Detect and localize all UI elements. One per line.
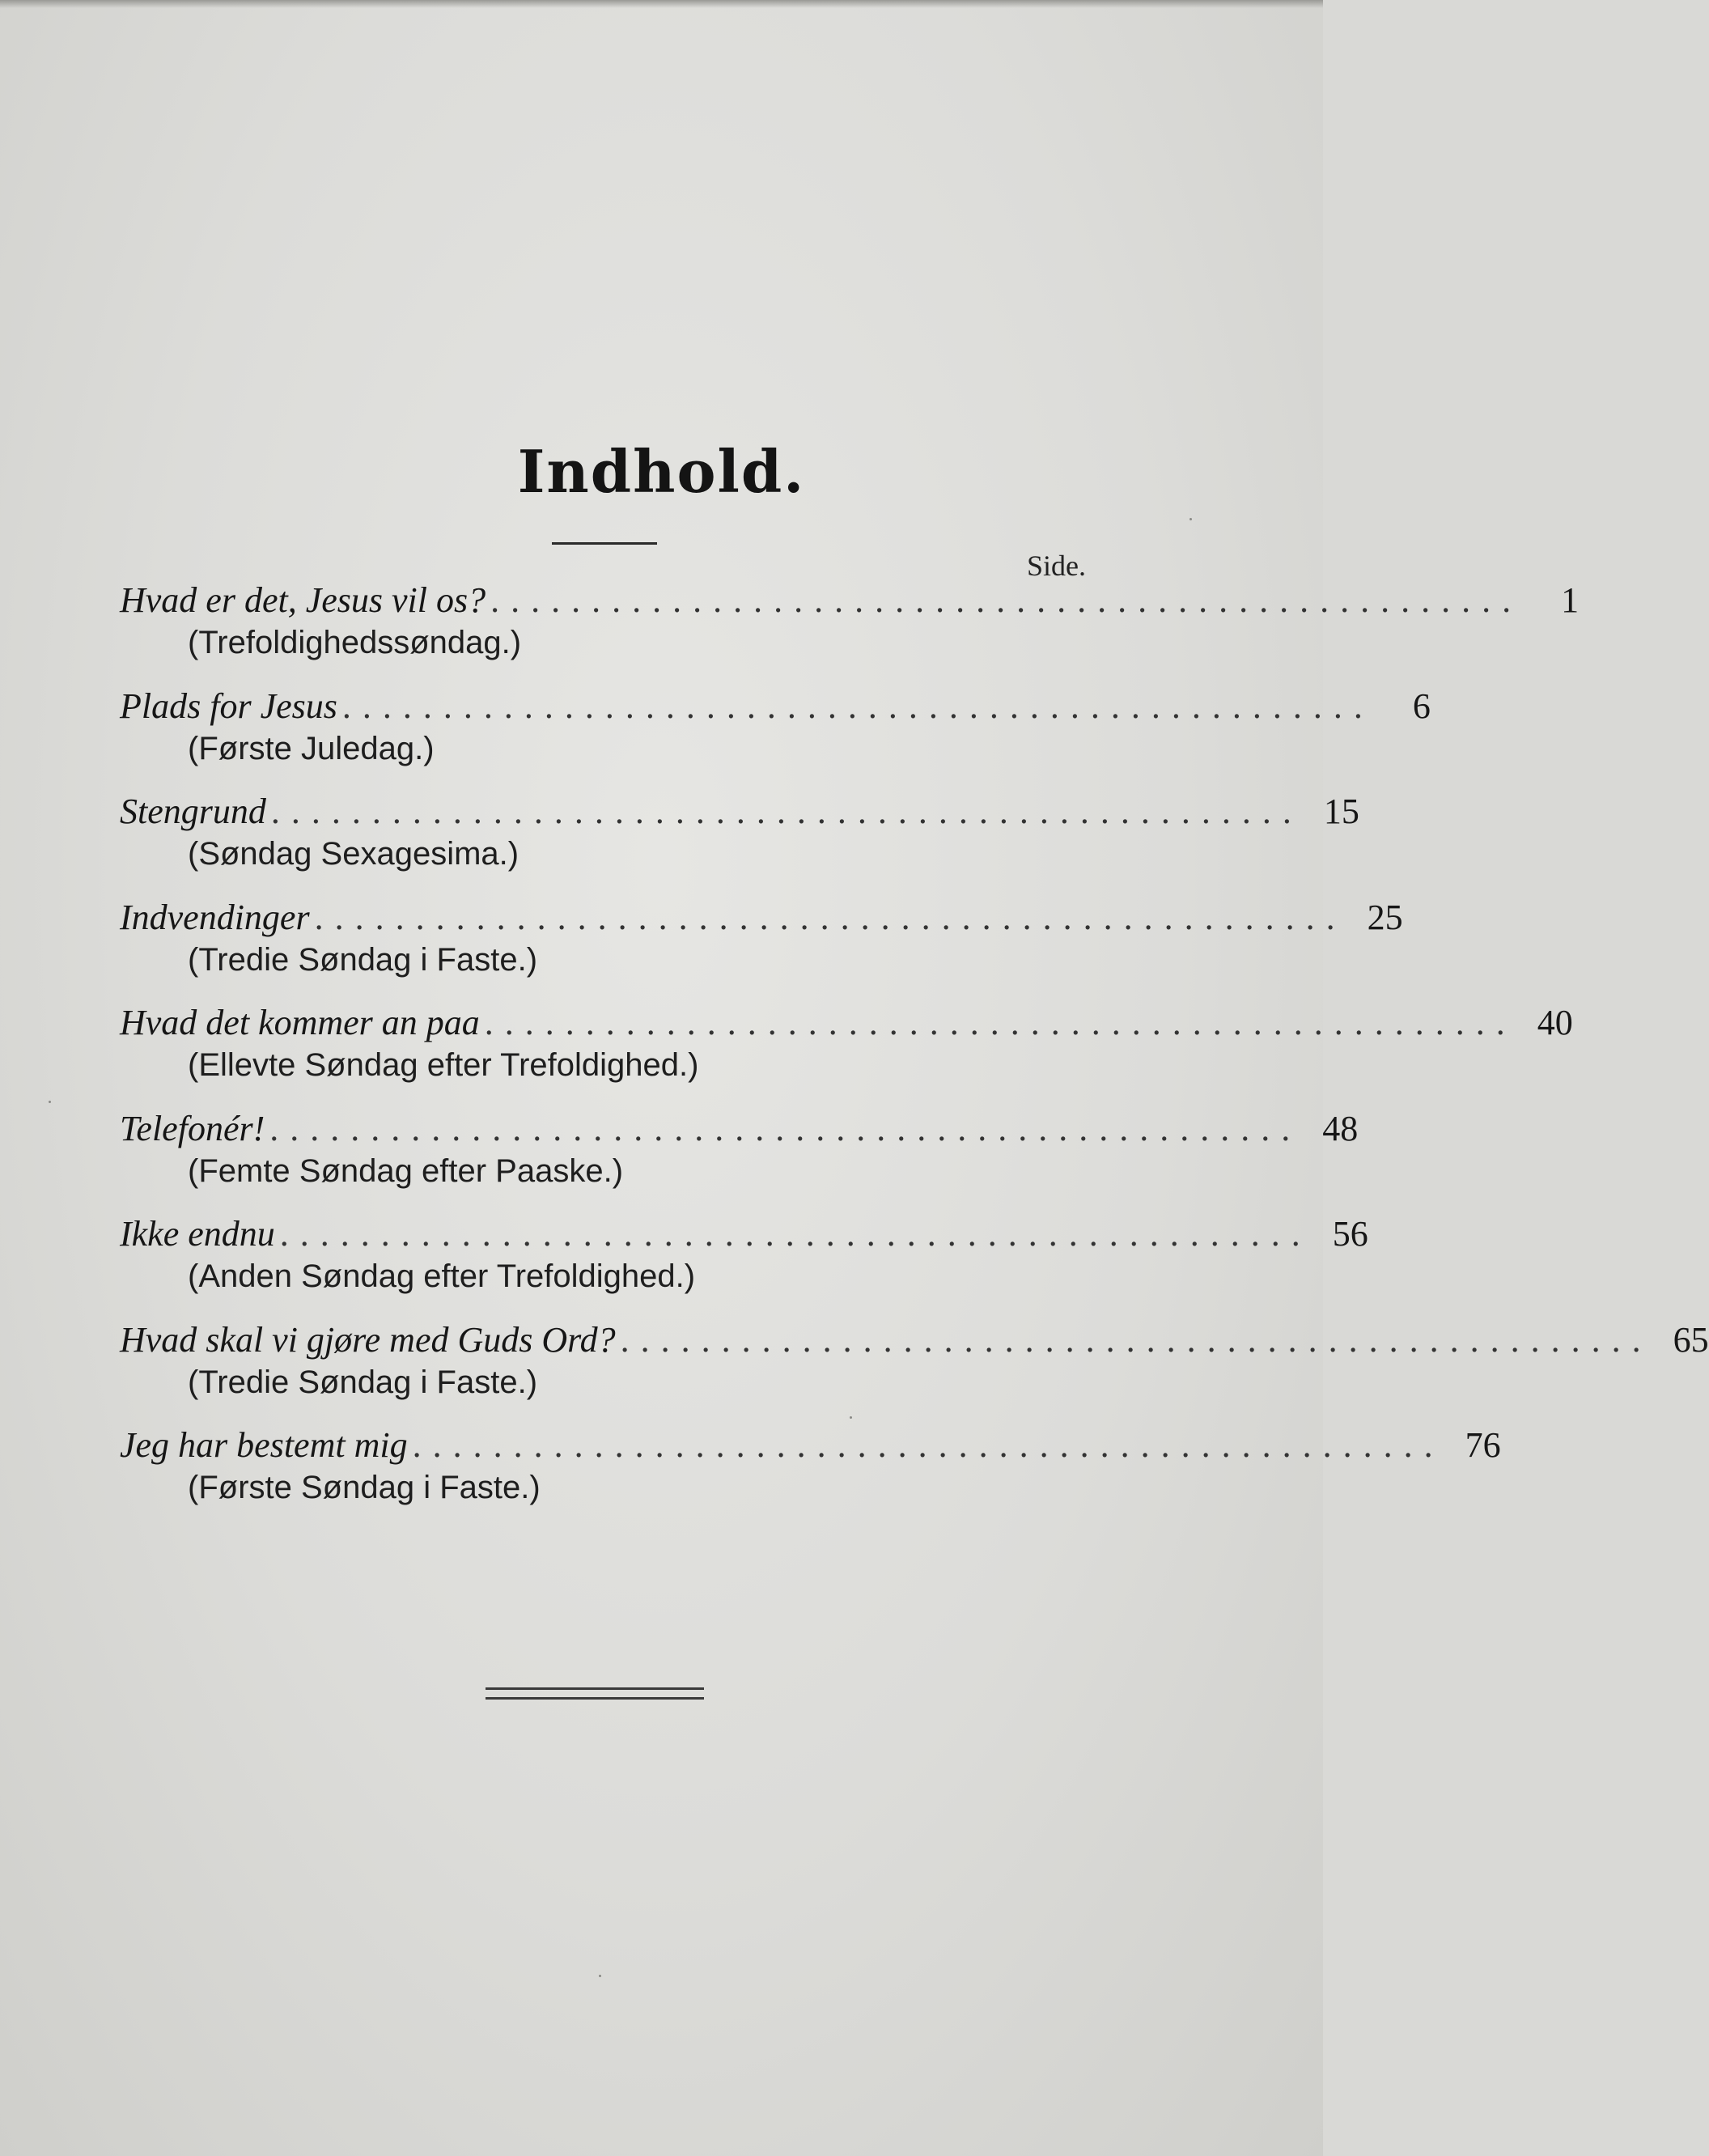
toc-entry-title: Stengrund — [120, 792, 266, 831]
toc-entry-title: Hvad det kommer an paa — [120, 1003, 480, 1042]
toc-entry-subtitle: (Første Søndag i Faste.) — [188, 1470, 541, 1505]
title-underline — [552, 542, 657, 545]
end-double-rule — [486, 1687, 704, 1700]
toc-entry — [120, 897, 1403, 1003]
toc-entry-subtitle: (Tredie Søndag i Faste.) — [188, 1364, 538, 1400]
table-of-contents — [120, 579, 1709, 1530]
toc-entry-title: Indvendinger — [120, 897, 310, 937]
toc-entry-subtitle: (Femte Søndag efter Paaske.) — [188, 1152, 624, 1189]
paper-speck — [1190, 518, 1192, 520]
toc-entry-title: Plads for Jesus — [120, 685, 337, 726]
dot-leader: ................................................... — [341, 685, 1374, 726]
page-title: Indhold. — [517, 437, 806, 506]
page-column-label: Side. — [1026, 550, 1086, 582]
toc-entry-subtitle: (Anden Søndag efter Trefoldighed.) — [188, 1258, 696, 1294]
dot-leader: ................................................... — [484, 1003, 1516, 1042]
toc-entry-page: 6 — [1412, 685, 1431, 726]
toc-entry-title: Telefonér! — [120, 1108, 265, 1148]
toc-entry — [120, 791, 1359, 897]
dot-leader: ................................................... — [490, 580, 1523, 620]
toc-entry — [120, 1002, 1573, 1108]
toc-entry-subtitle: (Trefoldighedssøndag.) — [188, 625, 522, 660]
toc-entry-subtitle: (Tredie Søndag i Faste.) — [188, 941, 538, 978]
dot-leader: ................................................... — [412, 1425, 1444, 1465]
toc-entry-subtitle: (Første Juledag.) — [188, 730, 435, 766]
toc-entry — [120, 1319, 1709, 1425]
toc-entry-title: Ikke endnu — [120, 1214, 275, 1254]
page-edge-shadow — [0, 0, 1323, 8]
toc-entry-page: 48 — [1322, 1108, 1359, 1148]
toc-entry-page: 76 — [1465, 1425, 1501, 1465]
toc-entry — [120, 1424, 1501, 1530]
toc-entry-page: 1 — [1561, 580, 1580, 620]
toc-entry — [120, 579, 1580, 685]
dot-leader: ................................................... — [270, 792, 1303, 831]
toc-entry-subtitle: (Ellevte Søndag efter Trefoldighed.) — [188, 1047, 699, 1083]
toc-entry — [120, 1108, 1359, 1214]
dot-leader: ................................................... — [269, 1108, 1302, 1148]
toc-entry-subtitle: (Søndag Sexagesima.) — [188, 836, 519, 872]
toc-entry-page: 15 — [1323, 792, 1359, 831]
toc-entry — [120, 685, 1431, 792]
toc-entry-page: 25 — [1367, 897, 1403, 937]
paper-speck — [49, 1101, 51, 1103]
toc-entry-page: 56 — [1332, 1214, 1368, 1254]
toc-entry-title: Jeg har bestemt mig — [120, 1425, 408, 1465]
paper-speck — [599, 1975, 601, 1977]
toc-entry-title: Hvad skal vi gjøre med Guds Ord? — [120, 1319, 616, 1360]
dot-leader: ................................................... — [620, 1319, 1652, 1360]
toc-entry-title: Hvad er det, Jesus vil os? — [120, 580, 486, 620]
toc-entry-page: 40 — [1537, 1003, 1573, 1042]
dot-leader: ................................................... — [279, 1214, 1312, 1254]
toc-entry-page: 65 — [1673, 1319, 1709, 1360]
dot-leader: ................................................... — [314, 897, 1346, 937]
toc-entry — [120, 1213, 1368, 1319]
